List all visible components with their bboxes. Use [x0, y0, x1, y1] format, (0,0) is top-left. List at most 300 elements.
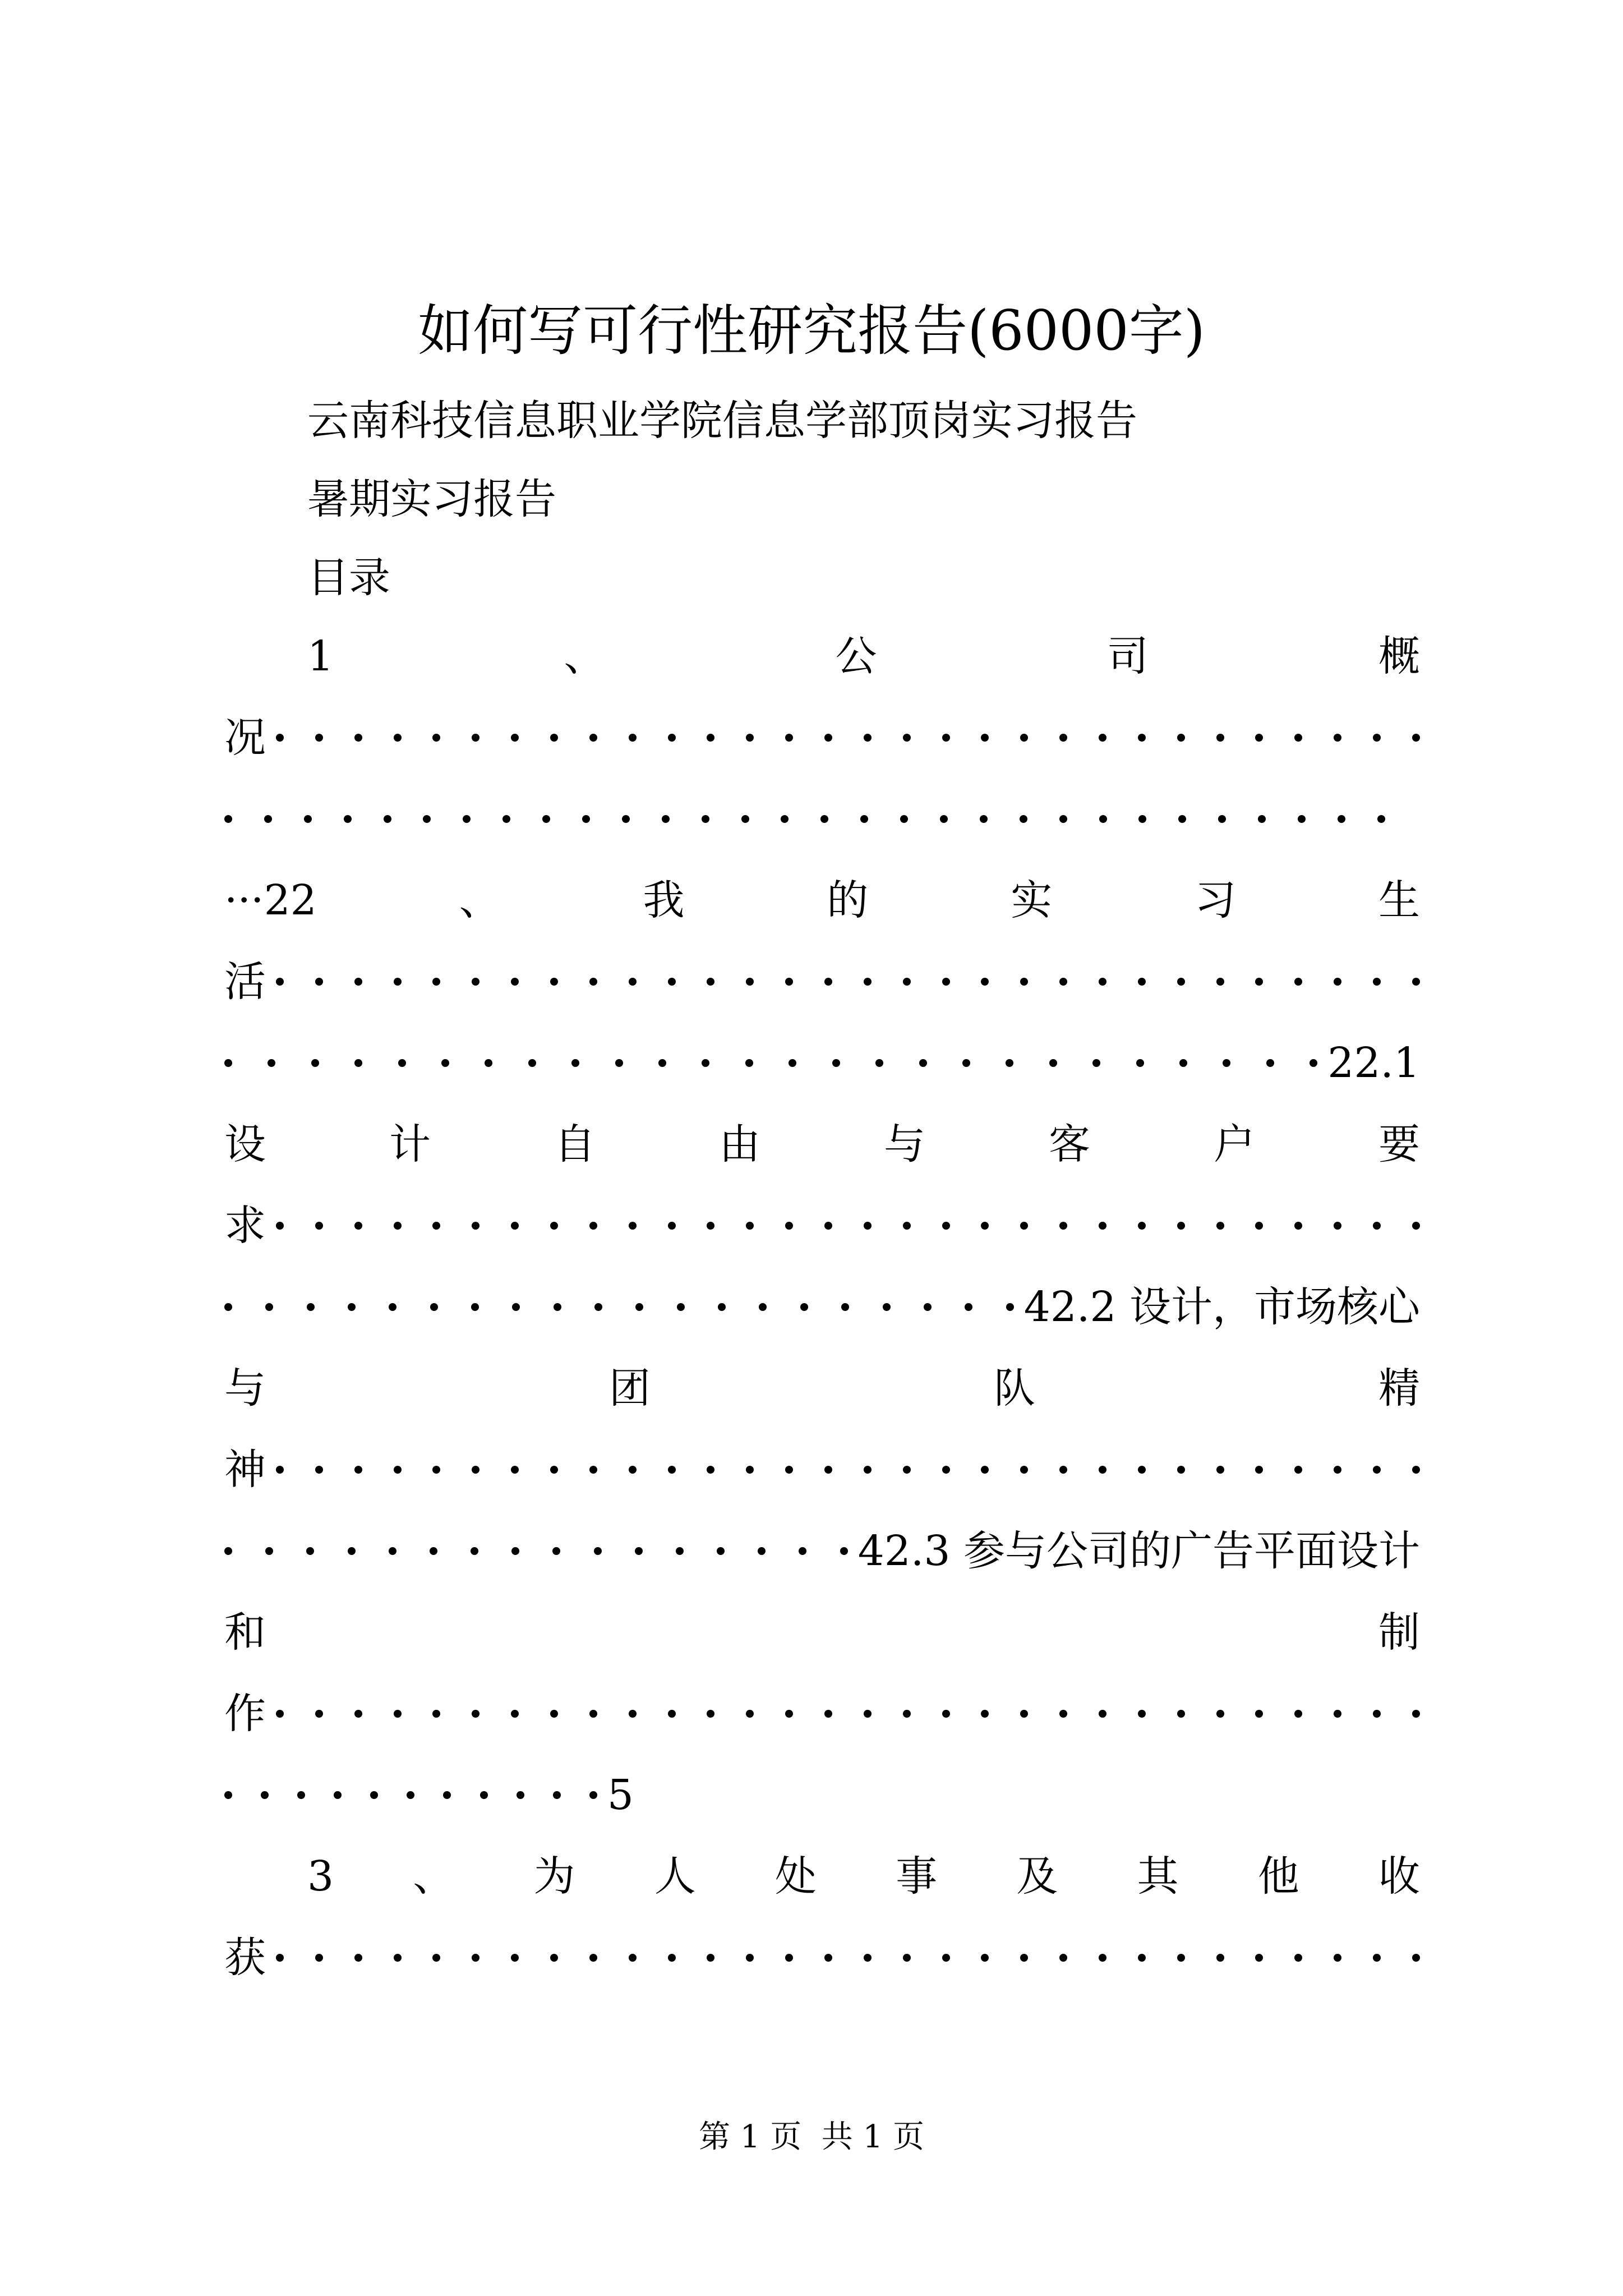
- toc-char: 1: [307, 632, 334, 680]
- leader-dot: [502, 815, 510, 823]
- leader-dot: [622, 815, 630, 823]
- leader-dot: [924, 1303, 932, 1311]
- leader-dot: [589, 978, 597, 986]
- leader-dot: [900, 815, 908, 823]
- leader-dot: [1255, 1710, 1263, 1718]
- dot-leader: [276, 978, 1420, 986]
- leader-dot: [261, 1791, 269, 1799]
- leader-dot: [903, 1222, 911, 1230]
- leader-dot: [224, 815, 232, 823]
- leader-dot: [1334, 734, 1341, 742]
- leader-dot: [1099, 1710, 1106, 1718]
- leader-dot: [707, 1954, 714, 1962]
- leader-dot: [276, 1466, 284, 1474]
- leader-dot: [707, 734, 714, 742]
- toc-line-6: [224, 1029, 1420, 1097]
- leader-dot: [1177, 1954, 1185, 1962]
- leader-dot: [315, 1710, 323, 1718]
- leader-dot: [824, 1222, 832, 1230]
- leader-dot: [1334, 1710, 1341, 1718]
- leader-dot: [1020, 1466, 1028, 1474]
- leader-dot: [472, 1710, 479, 1718]
- leader-dot: [1218, 815, 1226, 823]
- leader-dot: [589, 1710, 597, 1718]
- leader-dot: [1049, 1059, 1057, 1067]
- leader-dot: [1255, 734, 1263, 742]
- toc-line-12: [224, 1517, 1420, 1585]
- leader-dot: [354, 978, 362, 986]
- leader-dot: [1310, 1059, 1317, 1067]
- leader-dot: [1377, 815, 1385, 823]
- leader-dot: [668, 734, 676, 742]
- leader-dot: [676, 1547, 684, 1555]
- leader-dot: [903, 1466, 911, 1474]
- leader-dot: [1255, 978, 1263, 986]
- leader-dot: [370, 1791, 378, 1799]
- toc-char: 习: [1195, 876, 1237, 924]
- toc-tail: 5: [607, 1771, 634, 1819]
- leader-dot: [662, 815, 670, 823]
- leader-dot: [265, 1547, 273, 1555]
- leader-dot: [1412, 1954, 1420, 1962]
- leader-dot: [432, 734, 440, 742]
- leader-dot: [741, 815, 749, 823]
- leader-dot: [1255, 1222, 1263, 1230]
- leader-dot: [344, 815, 352, 823]
- leader-dot: [1255, 1954, 1263, 1962]
- leader-dot: [702, 1059, 709, 1067]
- leader-dot: [1138, 1222, 1146, 1230]
- leader-dot: [1059, 815, 1067, 823]
- leader-dot: [1373, 1954, 1381, 1962]
- leader-dot: [432, 1466, 440, 1474]
- leader-dot: [668, 1222, 676, 1230]
- leader-dot: [746, 734, 754, 742]
- leader-dot: [942, 1954, 950, 1962]
- leader-dot: [589, 1954, 597, 1962]
- leader-dot: [759, 1303, 767, 1311]
- toc-head: 作: [224, 1690, 266, 1738]
- leader-dot: [394, 1954, 402, 1962]
- toc-char: 其: [1137, 1852, 1179, 1901]
- leader-dot: [224, 1303, 232, 1311]
- leader-dot: [1216, 1954, 1224, 1962]
- leader-dot: [1216, 1466, 1224, 1474]
- dot-leader: [276, 1222, 1420, 1230]
- toc-line-11: [224, 1436, 1420, 1503]
- leader-dot: [919, 1059, 927, 1067]
- leader-dot: [1006, 1303, 1014, 1311]
- leader-dot: [276, 734, 284, 742]
- leader-dot: [1178, 815, 1186, 823]
- toc-line-13: [224, 1599, 1420, 1666]
- leader-dot: [942, 978, 950, 986]
- toc-char: 他: [1257, 1852, 1299, 1901]
- toc-line-15: [224, 1761, 634, 1829]
- leader-dot: [1294, 1954, 1302, 1962]
- leader-dot: [981, 1466, 989, 1474]
- leader-dot: [542, 815, 550, 823]
- leader-dot: [1138, 978, 1146, 986]
- leader-dot: [746, 1466, 754, 1474]
- toc-char: 的: [827, 876, 869, 924]
- leader-dot: [1136, 1059, 1144, 1067]
- leader-dot: [594, 1303, 602, 1311]
- leader-dot: [1020, 1222, 1028, 1230]
- leader-dot: [517, 1791, 524, 1799]
- leader-dot: [472, 734, 479, 742]
- leader-dot: [589, 1466, 597, 1474]
- dot-leader: [276, 1954, 1420, 1962]
- dot-leader: [276, 734, 1420, 742]
- leader-dot: [268, 1059, 275, 1067]
- leader-dot: [629, 1710, 637, 1718]
- toc-char: 实: [1011, 876, 1053, 924]
- leader-dot: [348, 1547, 356, 1555]
- leader-dot: [1059, 1222, 1067, 1230]
- leader-dot: [348, 1303, 356, 1311]
- leader-dot: [511, 1466, 519, 1474]
- leader-dot: [354, 1466, 362, 1474]
- leader-dot: [306, 1547, 314, 1555]
- leader-dot: [864, 1710, 872, 1718]
- leader-dot: [354, 1059, 362, 1067]
- leader-dot: [550, 1466, 558, 1474]
- leader-dot: [1006, 1059, 1013, 1067]
- leader-dot: [745, 1059, 753, 1067]
- leader-dot: [407, 1791, 414, 1799]
- leader-dot: [276, 1222, 284, 1230]
- leader-dot: [707, 1466, 714, 1474]
- leader-dot: [430, 1547, 437, 1555]
- toc-char: 自: [554, 1120, 596, 1168]
- leader-dot: [1059, 1466, 1067, 1474]
- leader-dot: [307, 1303, 315, 1311]
- leader-dot: [354, 1954, 362, 1962]
- toc-char: 、: [564, 632, 606, 680]
- leader-dot: [864, 1222, 872, 1230]
- leader-dot: [1373, 978, 1381, 986]
- leader-dot: [511, 1954, 519, 1962]
- leader-dot: [265, 1303, 273, 1311]
- leader-dot: [1334, 978, 1341, 986]
- leader-dot: [528, 1059, 536, 1067]
- leader-dot: [394, 1222, 402, 1230]
- leader-dot: [980, 815, 988, 823]
- toc-char: 、: [413, 1852, 455, 1901]
- toc-head: ···22: [224, 876, 317, 924]
- toc-head: 况: [224, 714, 266, 762]
- dot-leader: [276, 1466, 1420, 1474]
- leader-dot: [981, 1222, 989, 1230]
- leader-dot: [629, 978, 637, 986]
- leader-dot: [707, 978, 714, 986]
- leader-dot: [432, 1954, 440, 1962]
- toc-label: 目录: [307, 554, 390, 602]
- leader-dot: [389, 1303, 396, 1311]
- leader-dot: [589, 1791, 597, 1799]
- leader-dot: [981, 1710, 989, 1718]
- toc-char: 事: [896, 1852, 938, 1901]
- leader-dot: [942, 1222, 950, 1230]
- leader-dot: [1020, 1954, 1028, 1962]
- leader-dot: [1216, 1710, 1224, 1718]
- leader-dot: [1099, 1222, 1106, 1230]
- leader-dot: [824, 734, 832, 742]
- toc-char: 、: [459, 876, 501, 924]
- toc-char: 我: [643, 876, 685, 924]
- leader-dot: [841, 1303, 849, 1311]
- leader-dot: [315, 1466, 323, 1474]
- leader-dot: [981, 978, 989, 986]
- toc-char: 收: [1378, 1852, 1420, 1901]
- leader-dot: [781, 815, 789, 823]
- leader-dot: [472, 1954, 479, 1962]
- leader-dot: [824, 1710, 832, 1718]
- leader-dot: [1338, 815, 1345, 823]
- heading-summer-report: 暑期实习报告: [307, 475, 556, 523]
- leader-dot: [1294, 1710, 1302, 1718]
- leader-dot: [297, 1791, 305, 1799]
- leader-dot: [1294, 978, 1302, 986]
- leader-dot: [903, 1954, 911, 1962]
- toc-head: 获: [224, 1934, 266, 1982]
- leader-dot: [864, 1466, 872, 1474]
- leader-dot: [820, 815, 828, 823]
- leader-dot: [962, 1059, 970, 1067]
- leader-dot: [1138, 1466, 1146, 1474]
- leader-dot: [1412, 1222, 1420, 1230]
- leader-dot: [1099, 978, 1106, 986]
- toc-tail: 42.3 参与公司的广告平面设计: [857, 1527, 1420, 1575]
- leader-dot: [789, 1059, 796, 1067]
- toc-char: 人: [654, 1852, 696, 1901]
- leader-dot: [550, 734, 558, 742]
- leader-dot: [1177, 1222, 1185, 1230]
- leader-dot: [432, 1710, 440, 1718]
- leader-dot: [1412, 1466, 1420, 1474]
- leader-dot: [864, 978, 872, 986]
- leader-dot: [883, 1303, 891, 1311]
- leader-dot: [1177, 1710, 1185, 1718]
- leader-dot: [550, 978, 558, 986]
- leader-dot: [824, 1466, 832, 1474]
- leader-dot: [746, 1222, 754, 1230]
- heading-school-report: 云南科技信息职业学院信息学部顶岗实习报告: [307, 397, 1137, 445]
- leader-dot: [1177, 978, 1185, 986]
- leader-dot: [511, 978, 519, 986]
- leader-dot: [1059, 1954, 1067, 1962]
- leader-dot: [1138, 815, 1146, 823]
- leader-dot: [799, 1547, 806, 1555]
- toc-char: 为: [533, 1852, 575, 1901]
- leader-dot: [785, 1954, 793, 1962]
- leader-dot: [554, 1303, 561, 1311]
- toc-char: 计: [389, 1120, 431, 1168]
- page-footer: 第 1 页 共 1 页: [698, 2119, 925, 2155]
- leader-dot: [785, 1710, 793, 1718]
- leader-dot: [432, 978, 440, 986]
- leader-dot: [1294, 1222, 1302, 1230]
- leader-dot: [315, 978, 323, 986]
- leader-dot: [471, 1303, 479, 1311]
- leader-dot: [1334, 1466, 1341, 1474]
- leader-dot: [629, 1222, 637, 1230]
- leader-dot: [668, 1954, 676, 1962]
- toc-char: 设: [224, 1120, 266, 1168]
- document-title: 如何写可行性研究报告(6000字): [418, 299, 1205, 363]
- toc-head: 神: [224, 1446, 266, 1494]
- leader-dot: [550, 1710, 558, 1718]
- leader-dot: [718, 1303, 726, 1311]
- leader-dot: [472, 1222, 479, 1230]
- dot-leader: [224, 815, 1385, 823]
- leader-dot: [864, 1954, 872, 1962]
- leader-dot: [1412, 1710, 1420, 1718]
- leader-dot: [635, 1303, 643, 1311]
- toc-char: 队: [994, 1364, 1035, 1412]
- leader-dot: [311, 1059, 319, 1067]
- leader-dot: [1294, 734, 1302, 742]
- leader-dot: [1138, 1954, 1146, 1962]
- leader-dot: [981, 1954, 989, 1962]
- toc-char: 司: [1106, 632, 1149, 680]
- toc-char: 公: [835, 632, 877, 680]
- leader-dot: [677, 1303, 685, 1311]
- leader-dot: [423, 815, 431, 823]
- leader-dot: [315, 734, 323, 742]
- leader-dot: [384, 815, 391, 823]
- leader-dot: [553, 1791, 561, 1799]
- leader-dot: [903, 1710, 911, 1718]
- leader-dot: [224, 1059, 232, 1067]
- leader-dot: [1177, 1466, 1185, 1474]
- leader-dot: [702, 815, 709, 823]
- leader-dot: [398, 1059, 406, 1067]
- toc-char: 生: [1378, 876, 1420, 924]
- leader-dot: [629, 1954, 637, 1962]
- leader-dot: [1412, 978, 1420, 986]
- leader-dot: [334, 1791, 342, 1799]
- leader-dot: [264, 815, 272, 823]
- leader-dot: [785, 1222, 793, 1230]
- leader-dot: [1099, 1466, 1106, 1474]
- leader-dot: [1138, 1710, 1146, 1718]
- toc-char: 概: [1378, 632, 1420, 680]
- leader-dot: [430, 1303, 438, 1311]
- leader-dot: [629, 734, 637, 742]
- leader-dot: [276, 978, 284, 986]
- leader-dot: [1216, 978, 1224, 986]
- leader-dot: [707, 1222, 714, 1230]
- leader-dot: [1258, 815, 1266, 823]
- leader-dot: [758, 1547, 766, 1555]
- toc-tail: 22.1: [1327, 1039, 1420, 1087]
- leader-dot: [1020, 1710, 1028, 1718]
- leader-dot: [903, 734, 911, 742]
- leader-dot: [875, 1059, 883, 1067]
- leader-dot: [471, 1547, 478, 1555]
- leader-dot: [480, 1791, 488, 1799]
- leader-dot: [463, 815, 471, 823]
- leader-dot: [589, 734, 597, 742]
- leader-dot: [1059, 978, 1067, 986]
- toc-line-8: [224, 1192, 1420, 1259]
- leader-dot: [860, 815, 868, 823]
- leader-dot: [1059, 1710, 1067, 1718]
- toc-line-17: [224, 1924, 1420, 1991]
- leader-dot: [1373, 1710, 1381, 1718]
- leader-dot: [552, 1547, 560, 1555]
- toc-char: 客: [1049, 1120, 1090, 1168]
- leader-dot: [1099, 734, 1106, 742]
- leader-dot: [1412, 734, 1420, 742]
- leader-dot: [746, 1710, 754, 1718]
- leader-dot: [224, 1791, 232, 1799]
- leader-dot: [824, 1954, 832, 1962]
- toc-line-14: [224, 1680, 1420, 1747]
- leader-dot: [589, 1222, 597, 1230]
- leader-dot: [1373, 1222, 1381, 1230]
- leader-dot: [1334, 1954, 1341, 1962]
- leader-dot: [394, 978, 402, 986]
- leader-dot: [550, 1954, 558, 1962]
- toc-char: 与: [884, 1120, 925, 1168]
- leader-dot: [511, 1547, 519, 1555]
- toc-char: 与: [224, 1364, 266, 1412]
- leader-dot: [1092, 1059, 1100, 1067]
- dot-leader: [276, 1710, 1420, 1718]
- dot-leader: [224, 1059, 1317, 1067]
- toc-head: 活: [224, 958, 266, 1006]
- toc-char: 由: [719, 1120, 760, 1168]
- leader-dot: [746, 978, 754, 986]
- leader-dot: [629, 1466, 637, 1474]
- leader-dot: [441, 1059, 449, 1067]
- leader-dot: [965, 1303, 972, 1311]
- leader-dot: [635, 1547, 643, 1555]
- toc-char: 要: [1378, 1120, 1420, 1168]
- leader-dot: [940, 815, 948, 823]
- leader-dot: [594, 1547, 602, 1555]
- toc-line-1: [307, 623, 1420, 690]
- leader-dot: [1099, 815, 1107, 823]
- leader-dot: [942, 1710, 950, 1718]
- leader-dot: [472, 1466, 479, 1474]
- toc-char: 和: [224, 1608, 266, 1657]
- leader-dot: [1334, 1222, 1341, 1230]
- toc-line-2: [224, 704, 1420, 771]
- leader-dot: [1099, 1954, 1106, 1962]
- leader-dot: [668, 1710, 676, 1718]
- leader-dot: [1223, 1059, 1230, 1067]
- leader-dot: [1373, 1466, 1381, 1474]
- leader-dot: [746, 1954, 754, 1962]
- toc-char: 处: [774, 1852, 817, 1901]
- leader-dot: [707, 1710, 714, 1718]
- leader-dot: [1216, 1222, 1224, 1230]
- toc-char: 及: [1016, 1852, 1058, 1901]
- leader-dot: [354, 734, 362, 742]
- leader-dot: [1298, 815, 1306, 823]
- toc-line-4: [224, 867, 1420, 934]
- leader-dot: [1179, 1059, 1187, 1067]
- leader-dot: [1216, 734, 1224, 742]
- leader-dot: [1059, 734, 1067, 742]
- toc-line-5: [224, 948, 1420, 1015]
- leader-dot: [354, 1222, 362, 1230]
- dot-leader: [224, 1303, 1014, 1311]
